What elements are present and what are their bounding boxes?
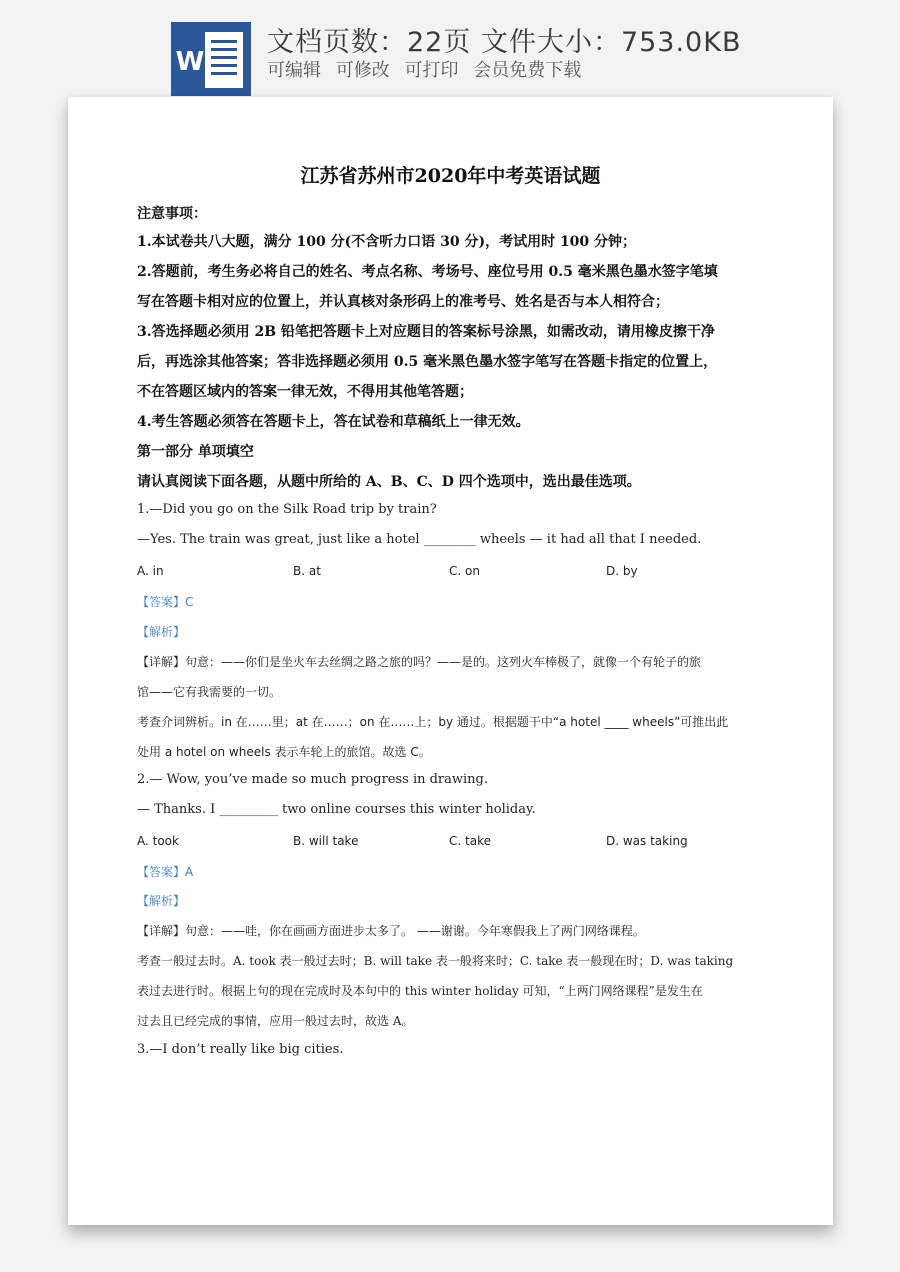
feature-member-download: 会员免费下载 bbox=[473, 60, 582, 81]
q1-prompt: 1.—Did you go on the Silk Road trip by train? bbox=[137, 502, 437, 517]
q2-option-d: D. was taking bbox=[606, 834, 688, 848]
note-line: 写在答题卡相对应的位置上，并认真核对条形码上的准考号、姓名是否与本人相符合； bbox=[137, 294, 669, 310]
feature-modifiable: 可修改 bbox=[335, 60, 390, 81]
q2-detail: 表过去进行时。根据上句的现在完成时及本句中的 this winter holiday 可知，“上两门网络课程”是发生在 bbox=[137, 984, 703, 998]
feature-editable: 可编辑 bbox=[267, 60, 321, 81]
q1-detail: 馆——它有我需要的一切。 bbox=[137, 685, 282, 699]
q1-response: —Yes. The train was great, just like a hotel ________ wheels — it had all that I needed. bbox=[137, 532, 702, 547]
q1-option-a: A. in bbox=[137, 564, 164, 578]
q2-option-b: B. will take bbox=[293, 834, 359, 848]
q1-detail: 考查介词辨析。in 在……里；at 在……；on 在……上；by 通过。根据题干中“a hotel ____ wheels”可推出此 bbox=[137, 715, 729, 729]
q2-analysis-label: 【解析】 bbox=[137, 894, 186, 908]
instruction: 请认真阅读下面各题，从题中所给的 A、B、C、D 四个选项中，选出最佳选项。 bbox=[137, 474, 641, 490]
note-line: 2.答题前，考生务必将自己的姓名、考点名称、考场号、座位号用 0.5 毫米黑色墨水签字笔填 bbox=[137, 264, 718, 280]
word-icon-letter: W bbox=[175, 47, 205, 77]
notes-heading: 注意事项： bbox=[137, 206, 207, 222]
q2-option-c: C. take bbox=[449, 834, 491, 848]
q1-option-b: B. at bbox=[293, 564, 321, 578]
q1-detail: 处用 a hotel on wheels 表示车轮上的旅馆。故选 C。 bbox=[137, 745, 431, 759]
part-heading: 第一部分 单项填空 bbox=[137, 444, 254, 460]
note-line: 不在答题区域内的答案一律无效，不得用其他笔答题； bbox=[137, 384, 473, 400]
q2-option-a: A. took bbox=[137, 834, 179, 848]
feature-list bbox=[267, 56, 590, 82]
q2-detail: 【详解】句意：——哇，你在画画方面进步太多了。 ——谢谢。今年寒假我上了两门网络课程。 bbox=[137, 924, 645, 938]
q1-option-d: D. by bbox=[606, 564, 638, 578]
note-line: 1.本试卷共八大题，满分 100 分(不含听力口语 30 分)，考试用时 100 分钟； bbox=[137, 234, 637, 250]
q1-detail: 【详解】句意：——你们是坐火车去丝绸之路之旅的吗？——是的。这列火车棒极了，就像一个有轮子的旅 bbox=[137, 655, 702, 669]
q2-prompt: 2.— Wow, you’ve made so much progress in drawing. bbox=[137, 772, 489, 787]
document-page bbox=[68, 97, 833, 1225]
q3-prompt: 3.—I don’t really like big cities. bbox=[137, 1042, 344, 1057]
q1-analysis-label: 【解析】 bbox=[137, 625, 186, 639]
q2-answer: 【答案】A bbox=[137, 865, 194, 879]
q2-detail: 考查一般过去时。A. took 表一般过去时；B. will take 表一般将来时；C. take 表一般现在时；D. was taking bbox=[137, 954, 734, 968]
feature-printable: 可打印 bbox=[404, 60, 459, 81]
q2-detail: 过去且已经完成的事情，应用一般过去时，故选 A。 bbox=[137, 1014, 414, 1028]
file-stats: 文档页数：22页 文件大小：753.0KB bbox=[267, 27, 742, 58]
word-document-icon bbox=[171, 22, 251, 96]
note-line: 3.答选择题必须用 2B 铅笔把答题卡上对应题目的答案标号涂黑，如需改动，请用橡皮擦干净 bbox=[137, 324, 715, 340]
q2-response: — Thanks. I _________ two online courses this winter holiday. bbox=[137, 802, 536, 817]
note-line: 后，再选涂其他答案；答非选择题必须用 0.5 毫米黑色墨水签字笔写在答题卡指定的位置上， bbox=[137, 354, 718, 370]
file-info-header bbox=[0, 0, 900, 96]
note-line: 4.考生答题必须答在答题卡上，答在试卷和草稿纸上一律无效。 bbox=[137, 414, 530, 430]
q1-option-c: C. on bbox=[449, 564, 480, 578]
q1-answer: 【答案】C bbox=[137, 595, 194, 609]
document-title: 江苏省苏州市2020年中考英语试题 bbox=[300, 165, 601, 187]
